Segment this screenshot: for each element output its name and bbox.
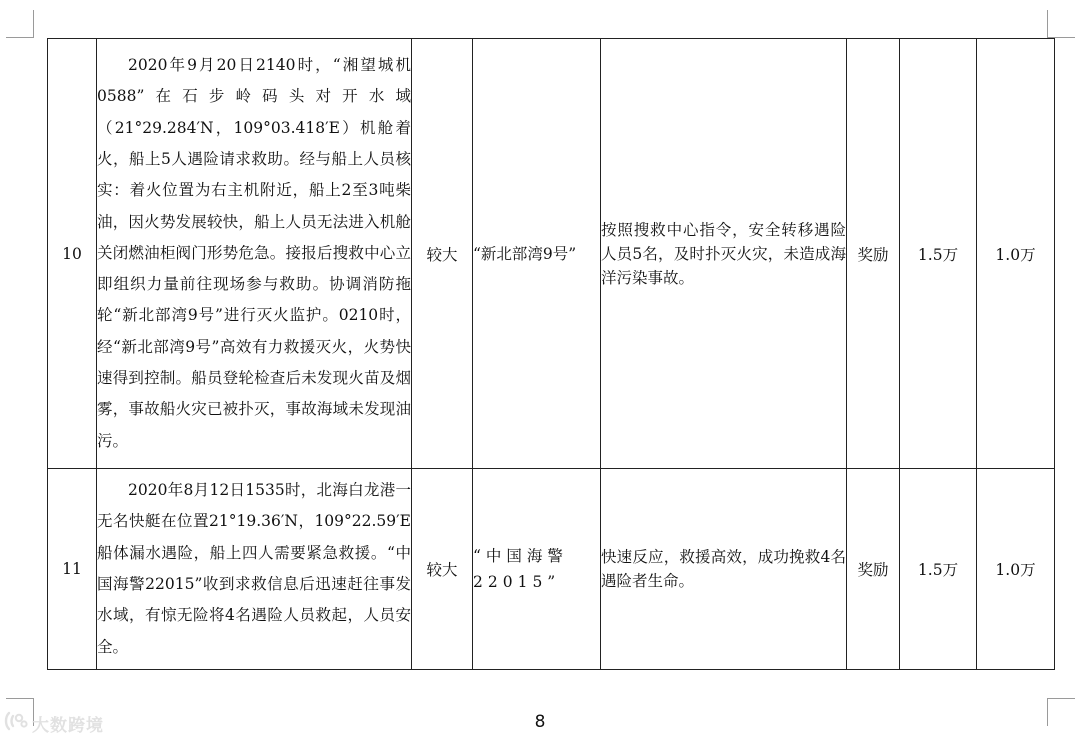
reward-amount: 1.5万 [900, 469, 977, 670]
crop-mark-top-left-v [33, 10, 34, 38]
table-row [48, 469, 1055, 670]
rescue-vessel: “中国海警22015” [473, 469, 601, 670]
crop-mark-bottom-right-h [1047, 698, 1075, 699]
rescue-result: 按照搜救中心指令，安全转移遇险人员5名，及时扑灭火灾，未造成海洋污染事故。 [601, 39, 847, 469]
reward-amount: 1.0万 [977, 469, 1055, 670]
row-number: 10 [48, 39, 97, 469]
crop-mark-top-right-v [1047, 10, 1048, 38]
reward-amount: 1.5万 [900, 39, 977, 469]
incident-description: 2020年8月12日1535时，北海白龙港一无名快艇在位置21°19.36′N，109°22.59′E船体漏水遇险，船上四人需要紧急救援。“中国海警22015”收到求救信息后迅速赶往事发水域，有惊无险将4名遇险人员救起，人员安全。 [97, 469, 412, 670]
crop-mark-bottom-left-h [6, 698, 34, 699]
crop-mark-top-left-h [6, 37, 34, 38]
watermark [4, 710, 104, 737]
reward-type: 奖励 [847, 39, 900, 469]
incident-description: 2020年9月20日2140时，“湘望城机0588”在石步岭码头对开水域（21°29.284′N，109°03.418′E）机舱着火，船上5人遇险请求救助。经与船上人员核实：着火位置为右主机附近，船上2至3吨柴油，因火势发展较快，船上人员无法进入机舱关闭燃油柜阀门形势危急。接报后搜救中心立即组织力量前往现场参与救助。协调消防拖轮“新北部湾9号”进行灭火监护。0210时，经“新北部湾9号”高效有力救援灭火，火势快速得到控制。船员登轮检查后未发现火苗及烟雾，事故船火灾已被扑灭，事故海域未发现油污。 [97, 39, 412, 469]
table-row [48, 39, 1055, 469]
reward-type: 奖励 [847, 469, 900, 670]
watermark-logo-icon [4, 710, 28, 737]
incident-level: 较大 [412, 39, 473, 469]
row-number: 11 [48, 469, 97, 670]
rescue-result: 快速反应，救援高效，成功挽救4名遇险者生命。 [601, 469, 847, 670]
incident-level: 较大 [412, 469, 473, 670]
page-number: 8 [534, 712, 546, 732]
rescue-vessel: “新北部湾9号” [473, 39, 601, 469]
reward-amount: 1.0万 [977, 39, 1055, 469]
watermark-text: 大数跨境 [32, 716, 104, 736]
rescue-reward-table [47, 38, 1055, 670]
